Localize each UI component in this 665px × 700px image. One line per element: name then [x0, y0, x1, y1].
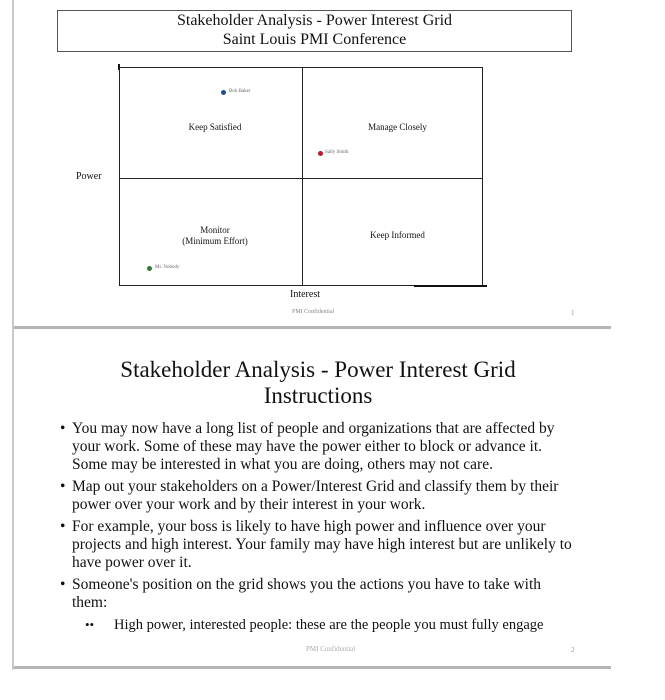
grid-vertical-divider — [302, 68, 303, 285]
list-item — [60, 576, 580, 612]
grid-horizontal-divider — [120, 178, 482, 179]
quadrant-monitor-line1: Monitor — [200, 225, 230, 235]
slide1-subtitle: Saint Louis PMI Conference — [222, 31, 407, 48]
list-item-text: Someone's position on the grid shows you the actions you have to take with them: — [72, 576, 542, 611]
slide1-title-box — [57, 10, 572, 52]
bullet-marker: • — [60, 576, 66, 593]
list-item-text: For example, your boss is likely to have high power and influence over your projects and high interest. Your family may have high interest but are unlikely to have power over it. — [72, 518, 572, 571]
power-interest-grid — [119, 67, 483, 286]
list-item-text: You may now have a long list of people and organizations that are affected by your work. Some of these may have the power either to block or advance it. Some may be interested in what you are doing, others may not care. — [72, 420, 555, 473]
page-bottom-border — [14, 666, 611, 669]
slide1-page-number: 1 — [571, 309, 575, 317]
slide2-footer: PMI Confidential — [306, 645, 356, 653]
x-axis-label: Interest — [290, 289, 320, 300]
y-axis-label: Power — [76, 171, 102, 182]
slide2-subtitle: Instructions — [263, 383, 373, 408]
sub-list-item — [0, 616, 580, 634]
stakeholder-dot-mr-nobody — [147, 266, 152, 271]
stakeholder-label-sally-smith: Sally Smith — [325, 150, 349, 155]
stakeholder-dot-sally-smith — [318, 151, 323, 156]
slide-divider — [14, 326, 611, 329]
quadrant-monitor-line2: (Minimum Effort) — [182, 236, 248, 246]
slide1-footer: PMI Confidential — [292, 309, 335, 315]
page-left-border — [12, 0, 14, 670]
sub-bullet-marker: •• — [85, 617, 95, 632]
slide2-page-number: 2 — [571, 646, 575, 654]
quadrant-keep-informed: Keep Informed — [370, 230, 425, 240]
quadrant-manage-closely: Manage Closely — [368, 122, 427, 132]
list-item-text: Map out your stakeholders on a Power/Interest Grid and classify them by their power over your work and by their interest in your work. — [72, 478, 559, 513]
list-item — [60, 518, 580, 572]
list-item — [60, 478, 580, 514]
list-item — [60, 420, 580, 474]
x-axis-arrow-line — [414, 285, 487, 287]
bullet-marker: • — [60, 518, 66, 535]
instructions-list — [60, 420, 580, 634]
stakeholder-label-mr-nobody: Mr. Nobody — [155, 265, 180, 270]
quadrant-keep-satisfied: Keep Satisfied — [188, 122, 242, 132]
stakeholder-label-bob-baker: Bob Baker — [229, 89, 251, 94]
stakeholder-dot-bob-baker — [221, 90, 226, 95]
bullet-marker: • — [60, 478, 66, 495]
slide2-title: Stakeholder Analysis - Power Interest Grid — [120, 357, 516, 382]
slide1-title: Stakeholder Analysis - Power Interest Grid — [176, 12, 453, 29]
bullet-marker: • — [60, 420, 66, 437]
sub-list-item-text: High power, interested people: these are the people you must fully engage — [114, 617, 544, 633]
